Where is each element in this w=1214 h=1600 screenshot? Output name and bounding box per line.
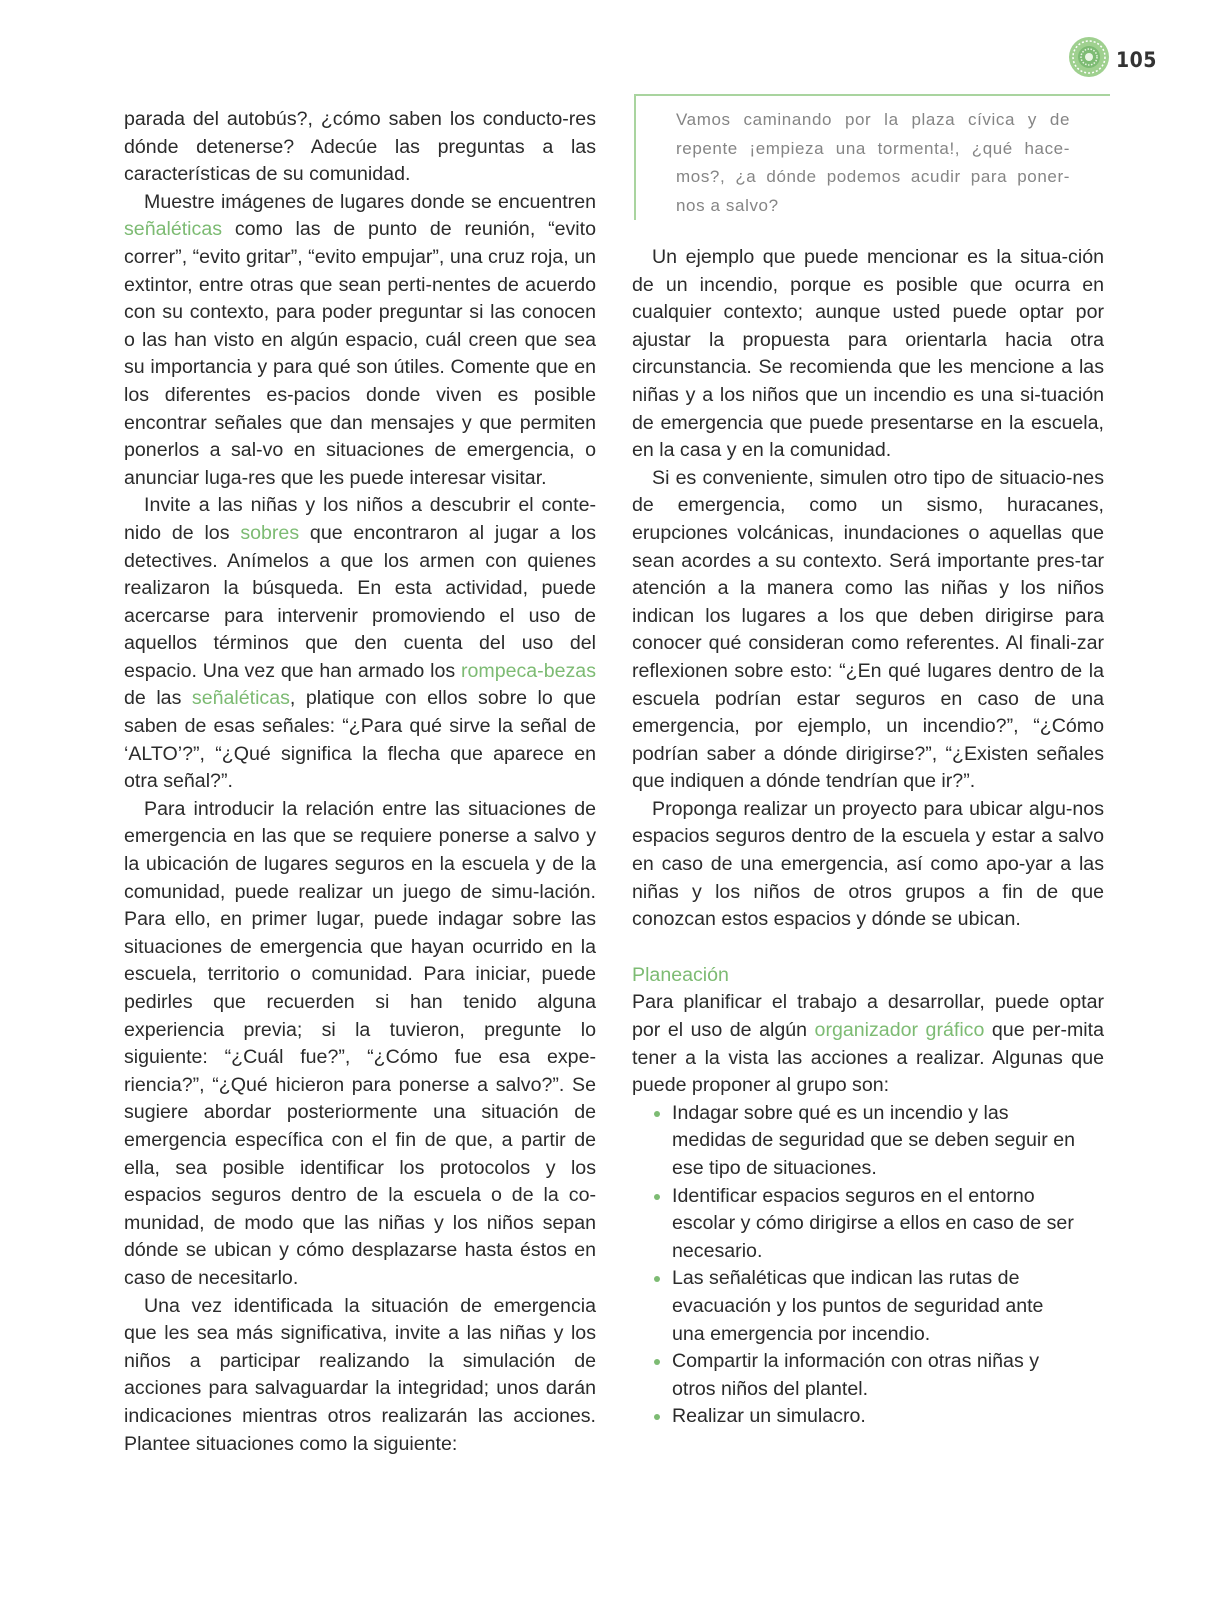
paragraph xyxy=(632,989,1104,1099)
text-run: Proponga realizar un proyecto para ubicar algu-nos espacios seguros dentro de la escuela y estar a salvo en caso de una emergencia, así como apo-yar a las niñas y los niños de otros grupos a fin de que conozcan estos espacios y dónde se ubican. xyxy=(632,797,1104,931)
example-quote-text: Vamos caminando por la plaza cívica y de repente ¡empieza una tormenta!, ¿qué hace-mos?, ¿a dónde podemos acudir para poner-nos a salvo? xyxy=(676,110,1070,215)
paragraph xyxy=(124,189,596,493)
page-folio xyxy=(1068,36,1157,83)
text-run: Una vez identificada la situación de emergencia que les sea más significativa, invite a las niñas y los niños a participar realizando la simulación de acciones para salvaguardar la integridad; unos darán indicaciones mientras otros realizarán las acciones. Plantee situaciones como la siguiente: xyxy=(124,1294,596,1455)
text-run: que encontraron al jugar a los detectives. Anímelos a que los armen con quienes realizaron la búsqueda. En esta actividad, puede acercarse para intervenir promoviendo el uso de aquellos términos que den cuenta del uso del espacio. Una vez que han armado los xyxy=(124,521,596,682)
left-column xyxy=(124,106,596,1458)
text-run: Para planificar el trabajo a desarrollar, puede optar por el uso de algún xyxy=(632,991,1104,1042)
text-run: Un ejemplo que puede mencionar es la situa-ción de un incendio, porque es posible que ocurra en cualquier contexto; aunque usted puede optar por ajustar la propuesta para orientarla hacia otra circunstancia. Se recomienda que les mencione a las niñas y a los niños que un incendio es una si-tuación de emergencia que puede presentarse en la escuela, en la casa y en la comunidad. xyxy=(632,246,1104,462)
paragraph xyxy=(632,244,1104,465)
list-item xyxy=(632,1183,1104,1266)
bullet-icon xyxy=(654,1359,660,1365)
text-run: Para introducir la relación entre las situaciones de emergencia en las que se requiere ponerse a salvo y la ubicación de lugares seguros en la escuela y de la comunidad, puede realizar un juego de simu-lación. Para ello, en primer lugar, puede indagar sobre las situaciones de emergencia que hayan ocurrido en la escuela, territorio o comunidad. Para iniciar, puede pedirles que recuerden si han tenido alguna experiencia previa; si la tuvieron, pregunte lo siguiente: “¿Cuál fue?”, “¿Cómo fue esa expe-riencia?”, “¿Qué hicieron para ponerse a salvo?”. Se sugiere abordar posteriormente una situación de emergencia específica con el fin de que, a partir de ella, sea posible identificar los protocolos y los espacios seguros dentro de la escuela o de la co-munidad, de modo que las niñas y los niños sepan dónde se ubican y cómo desplazarse hasta éstos en caso de necesitarlo. xyxy=(124,797,596,1289)
paragraph xyxy=(632,465,1104,796)
list-item-text: Realizar un simulacro. xyxy=(672,1405,866,1428)
page-number: 105 xyxy=(1116,47,1157,72)
bullet-icon xyxy=(654,1194,660,1200)
list-item xyxy=(632,1348,1104,1403)
green-circle-emblem-icon xyxy=(1068,36,1110,83)
section-heading: Planeación xyxy=(632,963,729,986)
right-column xyxy=(632,244,1104,1431)
list-item-text: Compartir la información con otras niñas y otros niños del plantel. xyxy=(672,1350,1039,1400)
text-run: Invite a las niñas y los niños a descubrir el conte-nido de los xyxy=(124,494,596,544)
bullet-icon xyxy=(654,1414,660,1420)
activity-list xyxy=(632,1100,1104,1431)
list-item xyxy=(632,1265,1104,1348)
paragraph xyxy=(124,1293,596,1459)
paragraph xyxy=(632,796,1104,934)
glossary-term: organizador gráfico xyxy=(814,1019,985,1042)
list-item xyxy=(632,1100,1104,1183)
glossary-term: sobres xyxy=(240,521,300,544)
text-run: como las de punto de reunión, “evito correr”, “evito gritar”, “evito empujar”, una cruz roja, un extintor, entre otras que sean perti-nentes de acuerdo con su contexto, para poder preguntar si las conocen o las han visto en algún espacio, cuál creen que sea su importancia y para qué son útiles. Comente que en los diferentes es-pacios donde viven es posible encontrar señales que dan mensajes y que permiten ponerlos a sal-vo en situaciones de emergencia, o anunciar luga-res que les puede interesar visitar. xyxy=(124,218,596,489)
text-run: , platique con ellos sobre lo que saben de esas señales: “¿Para qué sirve la señal de ‘ALTO’?”, “¿Qué significa la flecha que aparece en otra señal?”. xyxy=(124,687,596,793)
glossary-term: señaléticas xyxy=(124,218,223,241)
paragraph xyxy=(124,492,596,796)
list-item-text: Indagar sobre qué es un incendio y las medidas de seguridad que se deben seguir en ese tipo de situaciones. xyxy=(672,1101,1076,1179)
list-item-text: Identificar espacios seguros en el entorno escolar y cómo dirigirse a ellos en caso de ser necesario. xyxy=(672,1184,1074,1262)
bullet-icon xyxy=(654,1111,660,1117)
text-run: Si es conveniente, simulen otro tipo de situacio-nes de emergencia, como un sismo, huracanes, erupciones volcánicas, inundaciones o aquellas que sean acordes a su contexto. Será importante pres-tar atención a la manera como las niñas y los niños indican los lugares a los que deben dirigirse para conocer qué consideran como referentes. Al finali-zar reflexionen sobre esto: “¿En qué lugares dentro de la escuela podrían estar seguros en caso de una emergencia, por ejemplo, un incendio?”, “¿Cómo podrían saber a dónde dirigirse?”, “¿Existen señales que indiquen a dónde tendrían que ir?”. xyxy=(632,466,1104,793)
text-run: de las xyxy=(124,687,192,710)
list-item-text: Las señaléticas que indican las rutas de evacuación y los puntos de seguridad ante una emergencia por incendio. xyxy=(672,1267,1044,1345)
paragraph xyxy=(124,106,596,189)
bullet-icon xyxy=(654,1276,660,1282)
glossary-term: rompeca-bezas xyxy=(460,659,596,682)
text-run: Muestre imágenes de lugares donde se encuentren xyxy=(144,190,596,213)
text-run: que per-mita tener a la vista las acciones a realizar. Algunas que puede proponer al grupo son: xyxy=(632,1019,1104,1097)
list-item xyxy=(632,1403,1104,1431)
text-run: parada del autobús?, ¿cómo saben los conducto-res dónde detenerse? Adecúe las preguntas a las características de su comunidad. xyxy=(124,108,596,186)
paragraph xyxy=(124,796,596,1293)
example-quote-box xyxy=(634,94,1110,220)
glossary-term: señaléticas xyxy=(191,687,290,710)
